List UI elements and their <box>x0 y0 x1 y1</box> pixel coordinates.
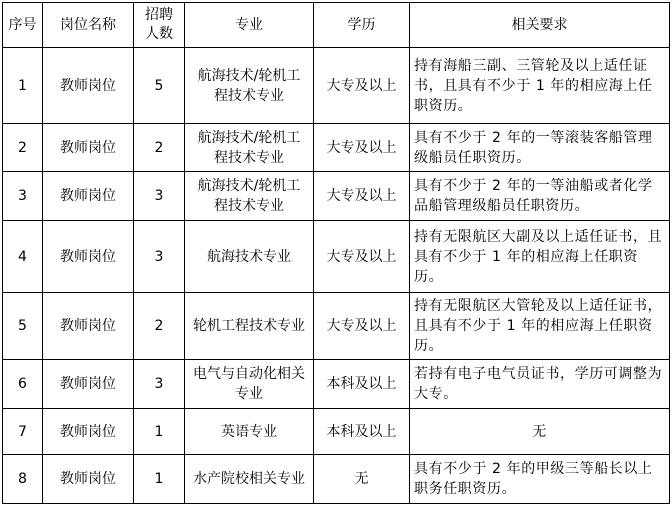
cell-seq: 1 <box>3 48 43 124</box>
cell-position: 教师岗位 <box>43 409 134 455</box>
cell-education: 本科及以上 <box>314 409 410 455</box>
cell-position: 教师岗位 <box>43 124 134 172</box>
cell-major: 英语专业 <box>185 409 314 455</box>
cell-position: 教师岗位 <box>43 48 134 124</box>
cell-count: 3 <box>134 172 185 221</box>
cell-requirements: 具有不少于 2 年的甲级三等船长以上职务任职资历。 <box>410 455 670 504</box>
cell-requirements: 持有海船三副、三管轮及以上适任证书，且具有不少于 1 年的相应海上任职资历。 <box>410 48 670 124</box>
cell-education: 大专及以上 <box>314 172 410 221</box>
cell-count: 2 <box>134 293 185 360</box>
cell-count: 1 <box>134 455 185 504</box>
header-requirements: 相关要求 <box>410 3 670 48</box>
table-row <box>3 172 670 221</box>
cell-position: 教师岗位 <box>43 221 134 293</box>
header-count: 招聘人数 <box>134 3 185 48</box>
cell-count: 3 <box>134 221 185 293</box>
header-education: 学历 <box>314 3 410 48</box>
table-row <box>3 455 670 504</box>
cell-major: 轮机工程技术专业 <box>185 293 314 360</box>
cell-count: 2 <box>134 124 185 172</box>
cell-major: 航海技术/轮机工程技术专业 <box>185 172 314 221</box>
cell-seq: 4 <box>3 221 43 293</box>
cell-seq: 3 <box>3 172 43 221</box>
header-row <box>3 3 670 48</box>
cell-major: 航海技术/轮机工程技术专业 <box>185 124 314 172</box>
cell-count: 3 <box>134 360 185 409</box>
table-row <box>3 293 670 360</box>
cell-position: 教师岗位 <box>43 360 134 409</box>
cell-major: 航海技术专业 <box>185 221 314 293</box>
header-seq: 序号 <box>3 3 43 48</box>
cell-requirements: 具有不少于 2 年的一等油船或者化学品船管理级船员任职资历。 <box>410 172 670 221</box>
table-row <box>3 221 670 293</box>
cell-position: 教师岗位 <box>43 172 134 221</box>
table-row <box>3 124 670 172</box>
cell-requirements: 具有不少于 2 年的一等滚装客船管理级船员任职资历。 <box>410 124 670 172</box>
cell-education: 大专及以上 <box>314 293 410 360</box>
cell-count: 1 <box>134 409 185 455</box>
cell-education: 无 <box>314 455 410 504</box>
cell-major: 水产院校相关专业 <box>185 455 314 504</box>
cell-education: 大专及以上 <box>314 124 410 172</box>
table-row <box>3 409 670 455</box>
cell-major: 航海技术/轮机工程技术专业 <box>185 48 314 124</box>
cell-seq: 5 <box>3 293 43 360</box>
cell-education: 大专及以上 <box>314 48 410 124</box>
header-position: 岗位名称 <box>43 3 134 48</box>
cell-count: 5 <box>134 48 185 124</box>
cell-education: 本科及以上 <box>314 360 410 409</box>
cell-education: 大专及以上 <box>314 221 410 293</box>
cell-major: 电气与自动化相关专业 <box>185 360 314 409</box>
cell-seq: 8 <box>3 455 43 504</box>
cell-position: 教师岗位 <box>43 293 134 360</box>
cell-seq: 7 <box>3 409 43 455</box>
cell-position: 教师岗位 <box>43 455 134 504</box>
cell-requirements: 无 <box>410 409 670 455</box>
cell-requirements: 持有无限航区大副及以上适任证书，且具有不少于 1 年的相应海上任职资历。 <box>410 221 670 293</box>
table-row <box>3 48 670 124</box>
cell-requirements: 若持有电子电气员证书，学历可调整为大专。 <box>410 360 670 409</box>
cell-seq: 2 <box>3 124 43 172</box>
table-row <box>3 360 670 409</box>
recruitment-table <box>2 2 670 504</box>
cell-seq: 6 <box>3 360 43 409</box>
header-major: 专业 <box>185 3 314 48</box>
cell-requirements: 持有无限航区大管轮及以上适任证书，且具有不少于 1 年的相应海上任职资历。 <box>410 293 670 360</box>
